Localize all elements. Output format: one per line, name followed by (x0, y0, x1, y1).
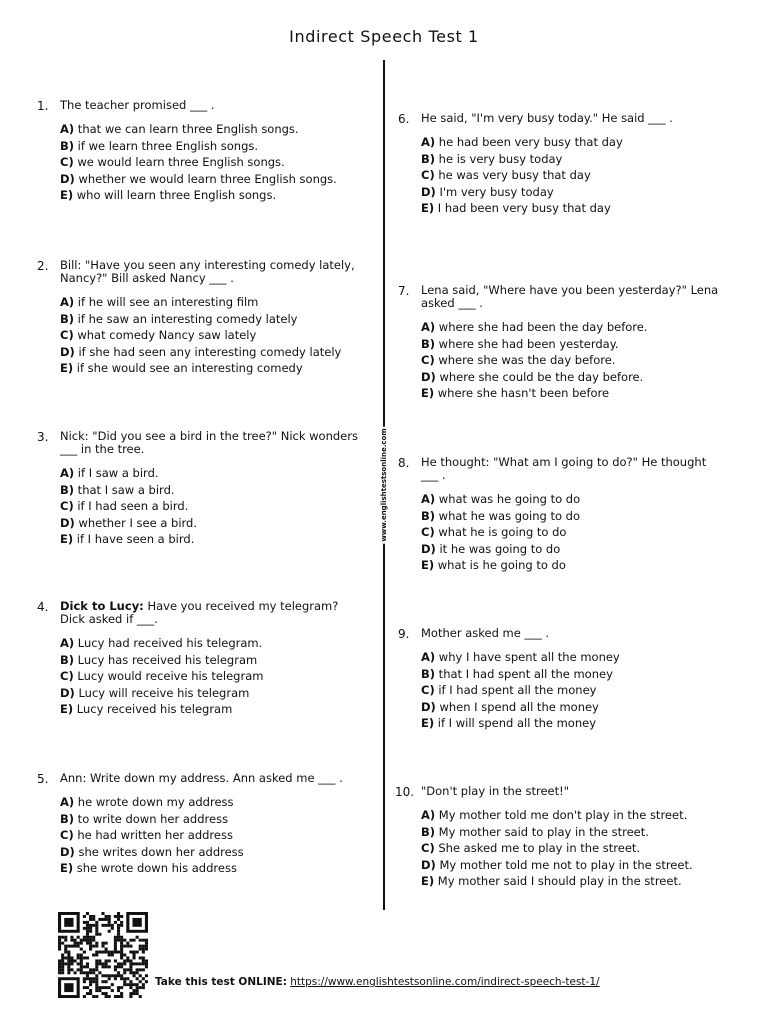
option-e[interactable]: E) I had been very busy that day (421, 201, 611, 215)
option-b[interactable]: B) what he was going to do (421, 508, 581, 523)
option-d[interactable]: D) when I spend all the money (421, 699, 599, 714)
question-number: 4. (37, 600, 49, 614)
question-number: 8. (398, 456, 410, 470)
option-c[interactable]: C) he was very busy that day (421, 168, 591, 182)
option-b[interactable]: B) that I saw a bird. (60, 482, 175, 497)
option-b[interactable]: B) that I had spent all the money (421, 666, 613, 681)
option-a[interactable]: A) what was he going to do (421, 492, 581, 506)
question-7 (398, 283, 721, 402)
option-b[interactable]: B) if we learn three English songs. (60, 138, 259, 153)
option-c[interactable]: C) what he is going to do (421, 525, 567, 539)
question-8 (398, 455, 721, 574)
option-b[interactable]: B) to write down her address (60, 811, 229, 826)
question-number: 9. (398, 627, 410, 641)
question-stem: "Don't play in the street!" (421, 784, 570, 798)
option-e[interactable]: E) who will learn three English songs. (60, 188, 277, 202)
option-e[interactable]: E) if I have seen a bird. (60, 532, 195, 546)
question-number: 10. (395, 785, 415, 799)
question-stem: Bill: "Have you seen any interesting comedy lately, Nancy?" Bill asked Nancy ___ . (60, 258, 355, 285)
option-b[interactable]: B) where she had been yesterday. (421, 336, 619, 351)
option-d[interactable]: D) My mother told me not to play in the street. (421, 857, 693, 872)
question-stem: Nick: "Did you see a bird in the tree?" Nick wonders ___ in the tree. (60, 429, 358, 456)
online-test-footer (155, 976, 600, 988)
page-title: Indirect Speech Test 1 (289, 27, 479, 46)
question-10 (395, 784, 721, 890)
question-1 (37, 98, 360, 204)
option-d[interactable]: D) if she had seen any interesting comedy lately (60, 344, 342, 359)
option-b[interactable]: B) My mother said to play in the street. (421, 824, 649, 839)
question-number: 1. (37, 99, 49, 113)
option-a[interactable]: A) why I have spent all the money (421, 650, 620, 664)
question-3 (37, 429, 360, 548)
option-c[interactable]: C) we would learn three English songs. (60, 155, 285, 169)
option-d[interactable]: D) whether I see a bird. (60, 515, 198, 530)
option-c[interactable]: C) what comedy Nancy saw lately (60, 328, 257, 342)
option-a[interactable]: A) My mother told me don't play in the street. (421, 808, 688, 822)
question-number: 5. (37, 772, 49, 786)
option-e[interactable]: E) if I will spend all the money (421, 716, 597, 730)
option-c[interactable]: C) if I had spent all the money (421, 683, 597, 697)
question-stem: The teacher promised ___ . (60, 98, 215, 112)
option-c[interactable]: C) Lucy would receive his telegram (60, 669, 264, 683)
option-d[interactable]: D) where she could be the day before. (421, 369, 644, 384)
option-d[interactable]: D) she writes down her address (60, 844, 244, 859)
option-a[interactable]: A) if he will see an interesting film (60, 295, 259, 309)
option-e[interactable]: E) Lucy received his telegram (60, 702, 233, 716)
option-c[interactable]: C) where she was the day before. (421, 353, 616, 367)
question-number: 6. (398, 112, 410, 126)
online-test-link[interactable]: https://www.englishtestsonline.com/indirect-speech-test-1/ (290, 976, 600, 988)
option-a[interactable]: A) where she had been the day before. (421, 320, 648, 334)
option-c[interactable]: C) if I had seen a bird. (60, 499, 189, 513)
option-b[interactable]: B) Lucy has received his telegram (60, 652, 258, 667)
qr-code-icon[interactable] (58, 912, 148, 998)
option-e[interactable]: E) My mother said I should play in the street. (421, 874, 682, 888)
option-e[interactable]: E) what is he going to do (421, 558, 566, 572)
option-b[interactable]: B) he is very busy today (421, 151, 563, 166)
option-e[interactable]: E) she wrote down his address (60, 861, 237, 875)
option-a[interactable]: A) he had been very busy that day (421, 135, 623, 149)
option-b[interactable]: B) if he saw an interesting comedy lately (60, 311, 298, 326)
question-4 (37, 599, 360, 718)
option-e[interactable]: E) if she would see an interesting comedy (60, 361, 303, 375)
option-a[interactable]: A) if I saw a bird. (60, 466, 159, 480)
question-stem: He said, "I'm very busy today." He said ___ . (421, 111, 673, 125)
question-6 (398, 111, 721, 217)
option-d[interactable]: D) it he was going to do (421, 541, 561, 556)
question-9 (398, 626, 721, 732)
online-label: Take this test ONLINE: (155, 976, 287, 988)
option-d[interactable]: D) I'm very busy today (421, 184, 554, 199)
option-a[interactable]: A) that we can learn three English songs. (60, 122, 299, 136)
question-stem: Lena said, "Where have you been yesterday?" Lena asked ___ . (421, 283, 719, 310)
question-stem: Dick to Lucy: Have you received my telegram? Dick asked if ___. (60, 599, 339, 626)
question-number: 2. (37, 259, 49, 273)
question-number: 3. (37, 430, 49, 444)
watermark-text: www.englishtestsonline.com (380, 428, 388, 542)
question-number: 7. (398, 284, 410, 298)
option-e[interactable]: E) where she hasn't been before (421, 386, 610, 400)
question-stem: He thought: "What am I going to do?" He thought ___ . (421, 455, 707, 482)
option-d[interactable]: D) Lucy will receive his telegram (60, 685, 250, 700)
option-c[interactable]: C) he had written her address (60, 828, 233, 842)
option-a[interactable]: A) Lucy had received his telegram. (60, 636, 263, 650)
option-c[interactable]: C) She asked me to play in the street. (421, 841, 641, 855)
question-5 (37, 771, 360, 877)
question-2 (37, 258, 360, 377)
option-a[interactable]: A) he wrote down my address (60, 795, 234, 809)
option-d[interactable]: D) whether we would learn three English songs. (60, 171, 337, 186)
question-stem: Mother asked me ___ . (421, 626, 550, 640)
question-stem: Ann: Write down my address. Ann asked me ___ . (60, 771, 343, 785)
